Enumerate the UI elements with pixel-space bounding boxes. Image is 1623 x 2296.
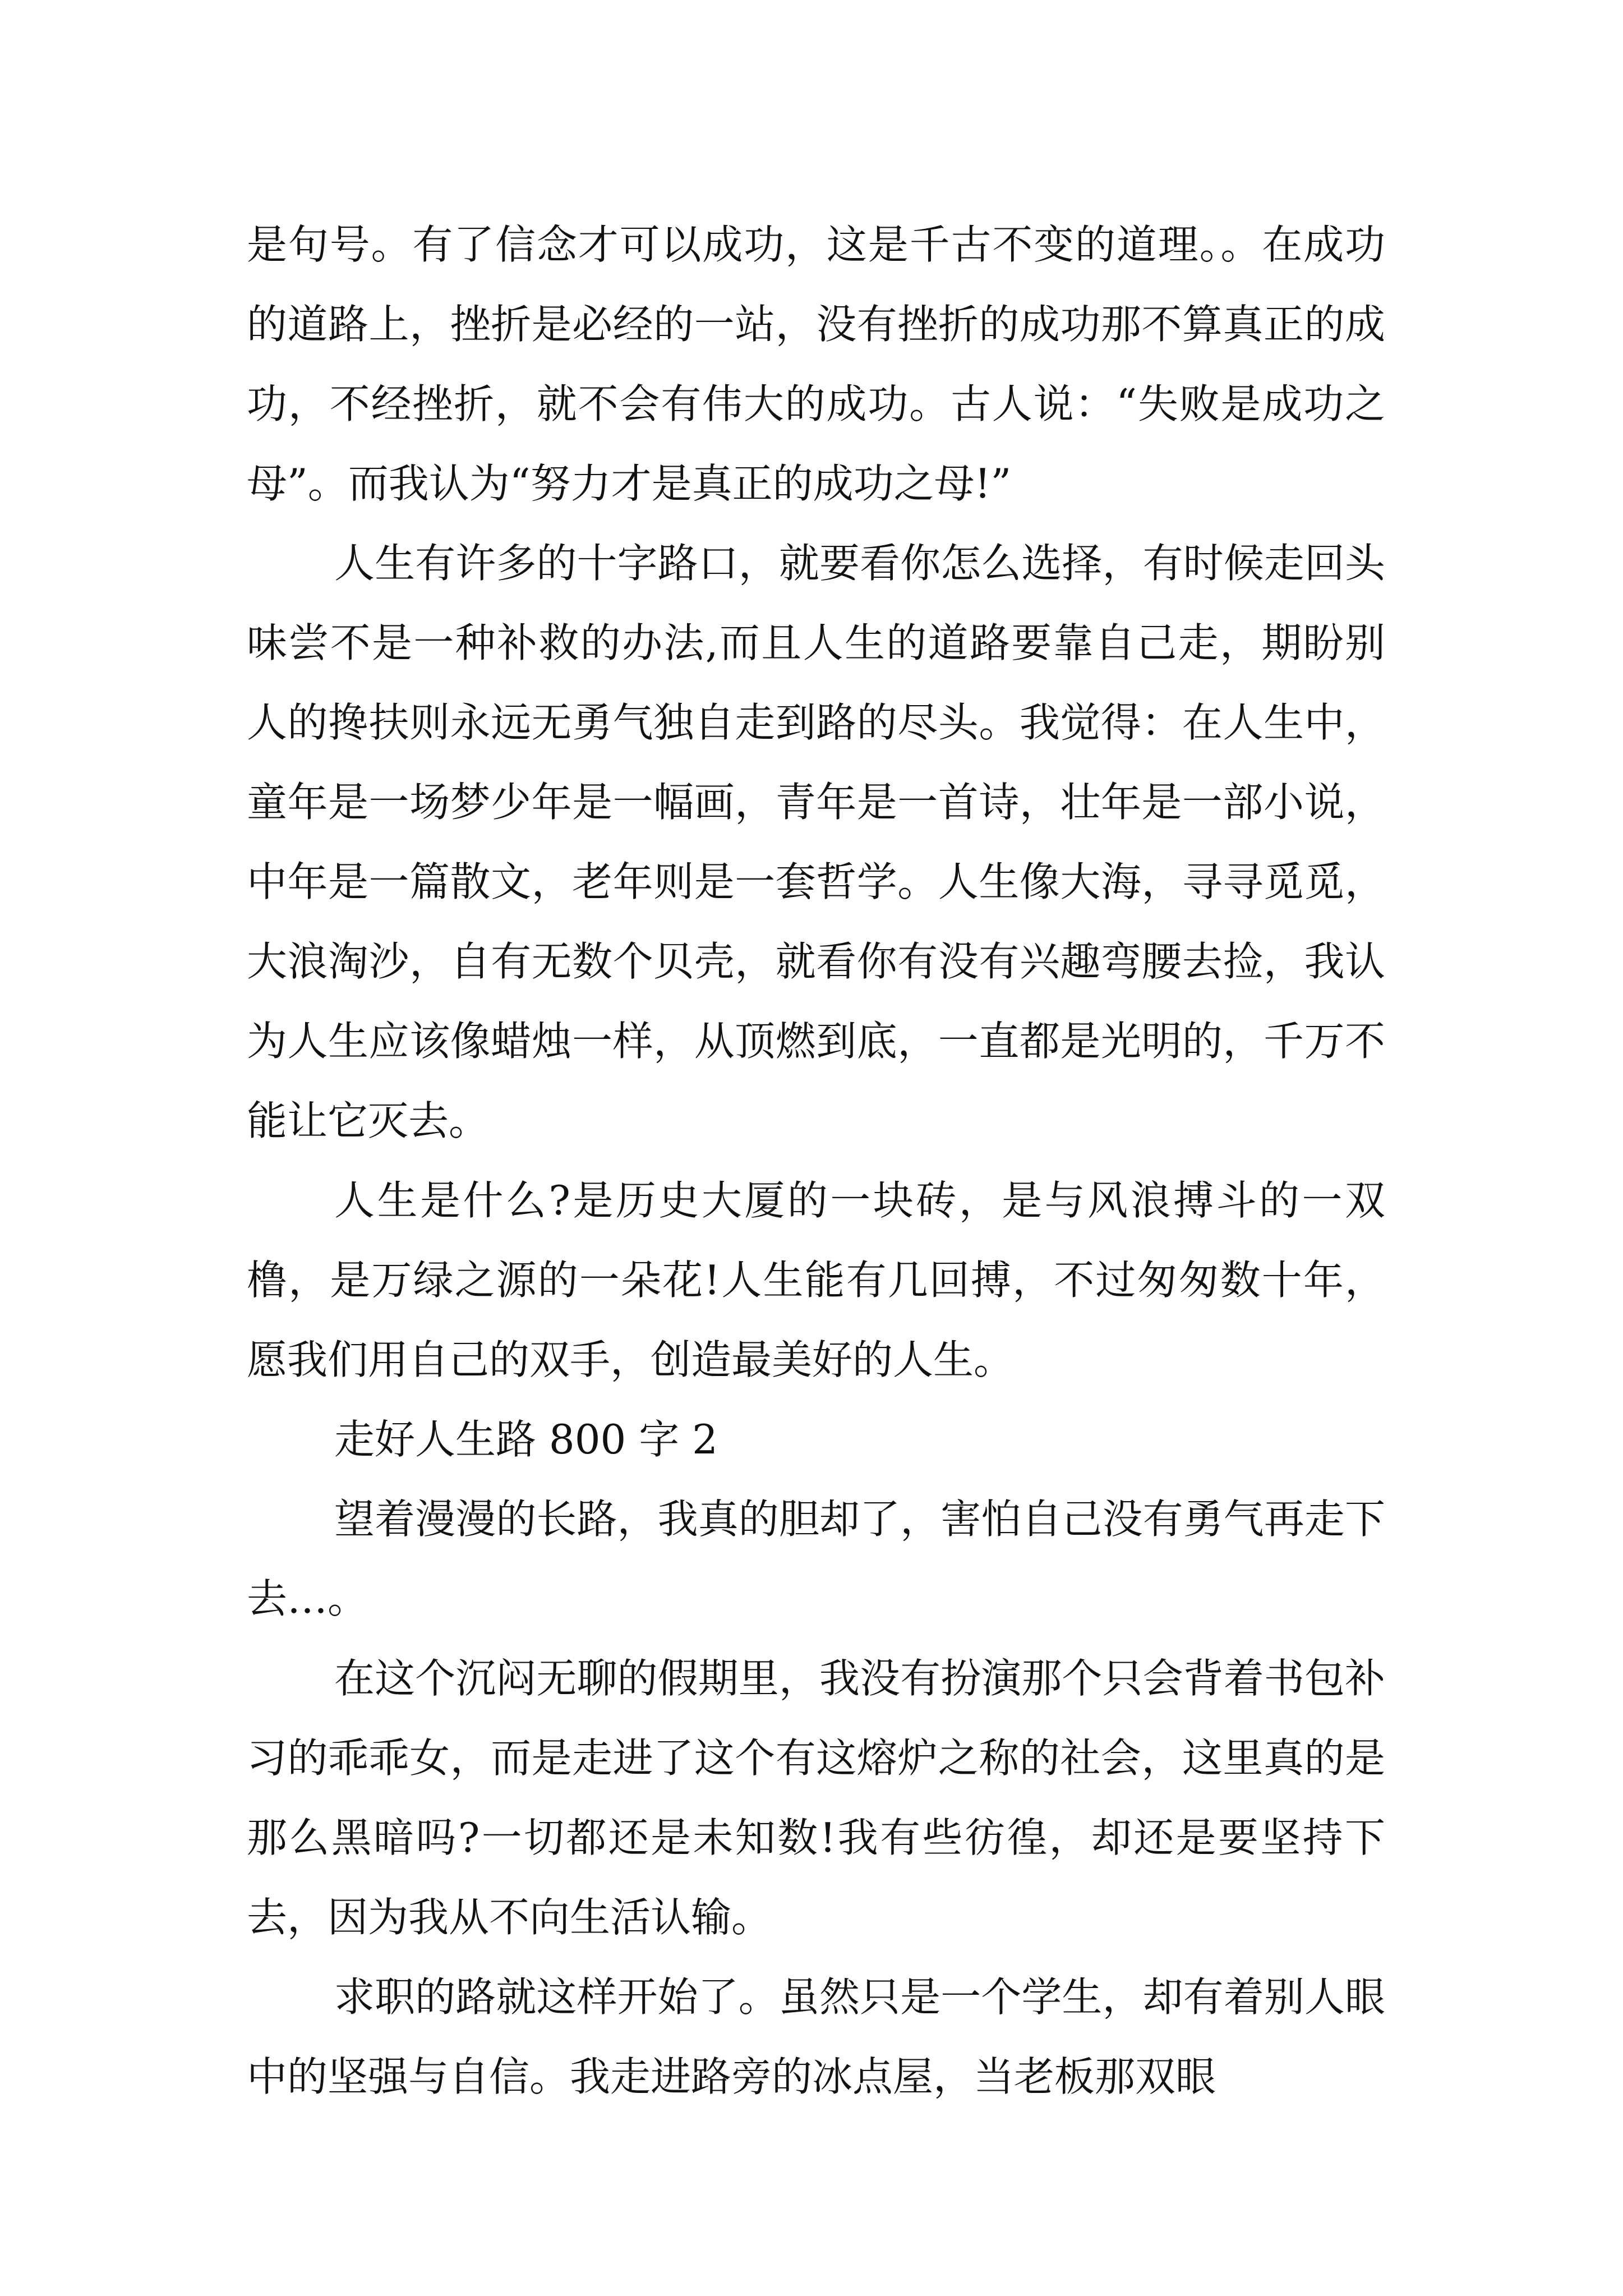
document-page: [247, 205, 1385, 2116]
paragraph-6: 求职的路就这样开始了。虽然只是一个学生，却有着别人眼中的坚强与自信。我走进路旁的冰点屋，当老板那双眼: [247, 1973, 1385, 2100]
paragraph-2: 人生有许多的十字路口，就要看你怎么选择，有时候走回头味尝不是一种补救的办法,而且人生的道路要靠自己走，期盼别人的搀扶则永远无勇气独自走到路的尽头。我觉得：在人生中，童年是一场梦少年是一幅画，青年是一首诗，壮年是一部小说，中年是一篇散文，老年则是一套哲学。人生像大海，寻寻觅觅，大浪淘沙，自有无数个贝壳，就看你有没有兴趣弯腰去捡，我认为人生应该像蜡烛一样，从顶燃到底，一直都是光明的，千万不能让它灭去。: [247, 540, 1385, 1144]
section-heading: 走好人生路 800 字 2: [334, 1416, 718, 1463]
paragraph-1: 是句号。有了信念才可以成功，这是千古不变的道理。。在成功的道路上，挫折是必经的一站，没有挫折的成功那不算真正的成功，不经挫折，就不会有伟大的成功。古人说：“失败是成功之母”。而我认为“努力才是真正的成功之母!”: [247, 221, 1385, 507]
paragraph-3: 人生是什么?是历史大厦的一块砖，是与风浪搏斗的一双橹，是万绿之源的一朵花!人生能有几回搏，不过匆匆数十年，愿我们用自己的双手，创造最美好的人生。: [247, 1177, 1385, 1383]
paragraph-4: 望着漫漫的长路，我真的胆却了，害怕自己没有勇气再走下去…。: [247, 1496, 1385, 1622]
paragraph-5: 在这个沉闷无聊的假期里，我没有扮演那个只会背着书包补习的乖乖女，而是走进了这个有这熔炉之称的社会，这里真的是那么黑暗吗?一切都还是未知数!我有些彷徨，却还是要坚持下去，因为我从不向生活认输。: [247, 1655, 1385, 1941]
